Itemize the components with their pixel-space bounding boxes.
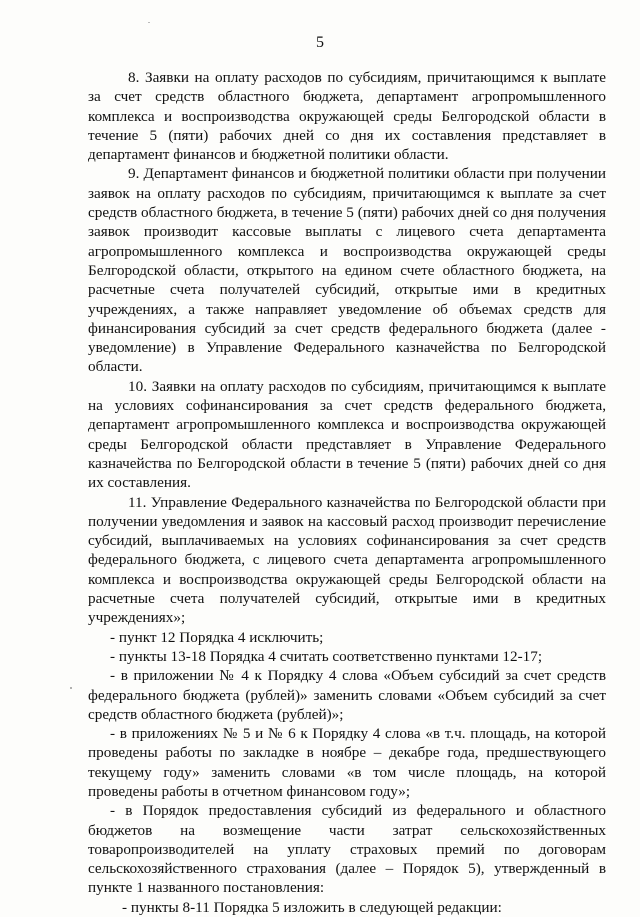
paragraph-10: 10. Заявки на оплату расходов по субсидиям, причитающимся к выплате на условиях софинансирования за счет средств федерального бюджета, департамент агропромышленного комплекса и воспроизводства окружающей среды Белгородской области представляет в Управление Федерального казначейства по Белгородской области в течение 5 (пяти) рабочих дней со дня их составления. bbox=[88, 377, 606, 492]
document-body bbox=[88, 68, 606, 917]
paragraph-8: 8. Заявки на оплату расходов по субсидиям, причитающимся к выплате за счет средств областного бюджета, департамент агропромышленного комплекса и воспроизводства окружающей среды Белгородской области в течение 5 (пяти) рабочих дней со дня их составления представляет в департамент финансов и бюджетной политики области. bbox=[88, 69, 606, 164]
list-item-appendix-4: - в приложении № 4 к Порядку 4 слова «Объем субсидий за счет средств федерального бюджета (рублей)» заменить словами «Объем субсидий за счет средств областного бюджета (рублей)»; bbox=[88, 667, 606, 723]
list-item-appendices-5-6: - в приложениях № 5 и № 6 к Порядку 4 слова «в т.ч. площадь, на которой проведены работы по закладке в ноябре – декабре года, предшествующего текущему году» заменить словами «в том числе площадь, на которой проведены работы в отчетном финансовом году»; bbox=[88, 725, 606, 800]
page-number: 5 bbox=[316, 34, 324, 51]
list-item-renumber-points: - пункты 13-18 Порядка 4 считать соответственно пунктами 12-17; bbox=[110, 647, 543, 665]
list-item-procedure-5: - в Порядок предоставления субсидий из федерального и областного бюджетов на возмещение части затрат сельскохозяйственных товаропроизводителей на уплату страховых премий по договорам сельскохозяйственного страхования (далее – Порядок 5), утвержденный в пункте 1 названного постановления: bbox=[88, 802, 606, 897]
paragraph-11: 11. Управление Федерального казначейства по Белгородской области при получении уведомления и заявок на кассовый расход производит перечисление субсидий, выплачиваемых на условиях софинансирования за счет средств федерального бюджета, с лицевого счета департамента агропромышленного комплекса и воспроизводства окружающей среды Белгородской области на расчетные счета получателей субсидий, открытые ими в кредитных учреждениях»; bbox=[88, 493, 606, 627]
margin-dot bbox=[70, 687, 72, 689]
scan-speck bbox=[148, 22, 150, 23]
paragraph-9: 9. Департамент финансов и бюджетной политики области при получении заявок на оплату расходов по субсидиям, причитающимся к выплате за счет средств областного бюджета, в течение 5 (пяти) рабочих дней со дня получения заявок производит кассовые выплаты с лицевого счета департамента агропромышленного комплекса и воспроизводства окружающей среды Белгородской области, открытого на едином счете областного бюджета, на расчетные счета получателей субсидий, открытые ими в кредитных учреждениях, а также направляет уведомление об объемах средств для финансирования субсидий за счет средств федерального бюджета (далее - уведомление) в Управление Федерального казначейства по Белгородской области. bbox=[88, 165, 606, 376]
list-item-remove-point-12: - пункт 12 Порядка 4 исключить; bbox=[110, 628, 324, 646]
list-item-points-8-11: - пункты 8-11 Порядка 5 изложить в следующей редакции: bbox=[122, 898, 502, 916]
